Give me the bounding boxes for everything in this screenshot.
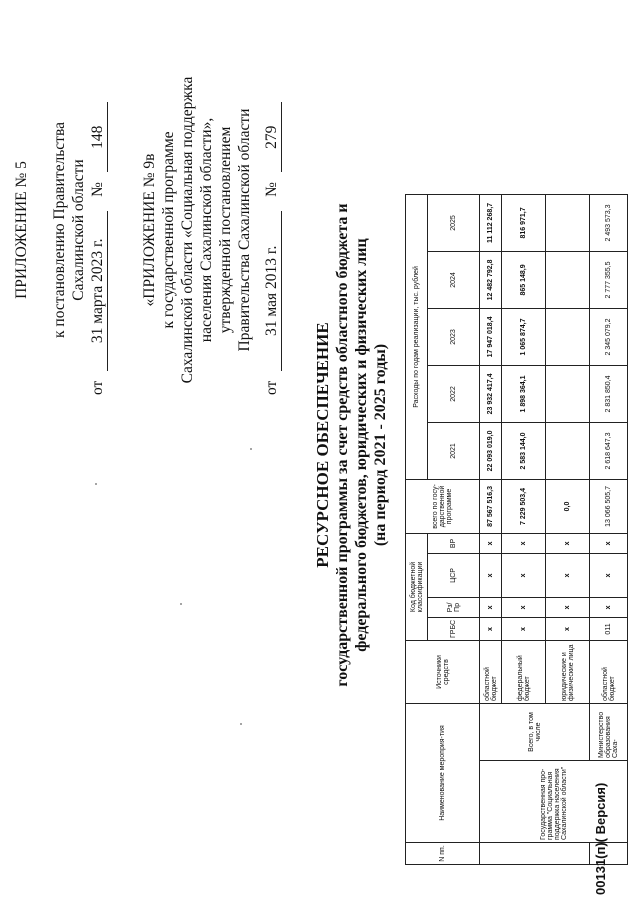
value-2024: [546, 251, 590, 308]
scan-speck: [95, 483, 97, 485]
rzpr-cell: х: [502, 597, 546, 617]
prior-appendix-title: «ПРИЛОЖЕНИЕ № 9в: [141, 153, 158, 307]
value-2023: 2 345 079,2: [590, 308, 628, 365]
ministry-cell: Министерство образования Саха-: [590, 704, 628, 761]
vr-cell: х: [502, 533, 546, 553]
value-2025: 2 493 573,3: [590, 194, 628, 251]
grbs-cell: х: [480, 617, 502, 640]
scan-speck: [180, 603, 182, 605]
prior-appendix-block: [140, 65, 254, 395]
resolution-header: [50, 65, 88, 395]
value-2025: 11 112 268,7: [480, 194, 502, 251]
resolution-reference: [88, 65, 108, 395]
scan-speck: [240, 723, 242, 725]
years-group-header: Расходы по годам реализации, тыс. рублей: [406, 194, 428, 479]
rzpr-cell: х: [546, 597, 590, 617]
value-2025: 816 971,7: [502, 194, 546, 251]
col-year-2024: 2024: [428, 251, 480, 308]
number-label: №: [89, 182, 106, 197]
csr-cell: х: [502, 553, 546, 597]
value-2022: 23 932 417,4: [480, 365, 502, 422]
total-cell: 87 567 516,3: [480, 479, 502, 533]
rzpr-cell: х: [590, 597, 628, 617]
table-row: [480, 194, 502, 864]
code-group-header: Код бюджетной классификации: [406, 533, 428, 640]
col-event-header: Наименование мероприя-тия: [406, 704, 480, 843]
document-footer: 00131(п)( Версия): [593, 782, 608, 895]
header-row-1: [406, 194, 428, 864]
value-2023: 1 065 874,7: [502, 308, 546, 365]
from-label: от: [89, 380, 106, 395]
title-sub-3: (на период 2021 - 2025 годы): [372, 343, 389, 547]
prior-number-label: №: [263, 182, 280, 197]
col-year-2021: 2021: [428, 422, 480, 479]
document-title: [312, 135, 390, 755]
resolution-line: к постановлению Правительства: [51, 122, 68, 338]
resolution-date: 31 марта 2023 г.: [88, 211, 108, 371]
value-2021: 22 093 019,0: [480, 422, 502, 479]
source-cell: областной бюджет: [590, 641, 628, 704]
program-name: Государственная про-грамма "Социальная поддержка населения Сахалинской области": [480, 761, 628, 843]
col-total-header: всего по госу-дарственной программе: [406, 479, 480, 533]
resolution-number: 148: [88, 102, 108, 172]
scan-speck: [250, 448, 252, 450]
value-2021: [546, 422, 590, 479]
vr-cell: х: [480, 533, 502, 553]
grbs-cell: х: [546, 617, 590, 640]
csr-cell: х: [546, 553, 590, 597]
vr-cell: х: [590, 533, 628, 553]
csr-cell: х: [480, 553, 502, 597]
appendix-title: ПРИЛОЖЕНИЕ № 5: [13, 161, 30, 299]
grbs-cell: 011: [590, 617, 628, 640]
value-2024: 2 777 355,5: [590, 251, 628, 308]
col-year-2025: 2025: [428, 194, 480, 251]
prior-line-3: населения Сахалинской области»,: [198, 117, 215, 343]
col-vr-header: ВР: [428, 533, 480, 553]
prior-line-5: Правительства Сахалинской области: [236, 108, 253, 352]
value-2024: 12 482 792,8: [480, 251, 502, 308]
row-num-cell: [480, 843, 590, 865]
vr-cell: х: [546, 533, 590, 553]
value-2021: 2 583 144,0: [502, 422, 546, 479]
col-csr-header: ЦСР: [428, 553, 480, 597]
prior-reference: [262, 65, 282, 395]
prior-date: 31 мая 2013 г.: [262, 211, 282, 371]
total-cell: 7 229 503,4: [502, 479, 546, 533]
col-year-2022: 2022: [428, 365, 480, 422]
prior-line-1: к государственной программе: [160, 131, 177, 329]
prior-number: 279: [262, 102, 282, 172]
source-cell: юридические и физические лица: [546, 641, 590, 704]
total-cell: 0,0: [546, 479, 590, 533]
value-2023: 17 947 018,4: [480, 308, 502, 365]
total-including: Всего, в том числе: [480, 704, 590, 761]
value-2022: 1 898 364,1: [502, 365, 546, 422]
title-main: РЕСУРСНОЕ ОБЕСПЕЧЕНИЕ: [313, 322, 332, 568]
source-cell: областной бюджет: [480, 641, 502, 704]
grbs-cell: х: [502, 617, 546, 640]
value-2022: [546, 365, 590, 422]
col-year-2023: 2023: [428, 308, 480, 365]
title-sub-2: федерального бюджетов, юридических и физических лиц: [353, 238, 370, 652]
title-sub-1: государственной программы за счет средств областного бюджета и: [334, 203, 351, 687]
value-2021: 2 618 647,3: [590, 422, 628, 479]
rzpr-cell: х: [480, 597, 502, 617]
col-grbs-header: ГРБС: [428, 617, 480, 640]
csr-cell: х: [590, 553, 628, 597]
prior-line-4: утвержденной постановлением: [217, 126, 234, 334]
col-num-header: N пп.: [406, 843, 480, 865]
value-2022: 2 831 850,4: [590, 365, 628, 422]
total-cell: 13 066 505,7: [590, 479, 628, 533]
prior-from-label: от: [263, 380, 280, 395]
value-2025: [546, 194, 590, 251]
source-cell: федеральный бюджет: [502, 641, 546, 704]
resource-table: [405, 194, 628, 865]
value-2024: 865 148,9: [502, 251, 546, 308]
appendix-header: [12, 65, 31, 395]
region-line: Сахалинской области: [70, 159, 87, 301]
value-2023: [546, 308, 590, 365]
col-rzpr-header: Рз/ Пр: [428, 597, 480, 617]
prior-line-2: Сахалинской области «Социальная поддержка: [179, 76, 196, 384]
col-sources-header: Источники средств: [406, 641, 480, 704]
